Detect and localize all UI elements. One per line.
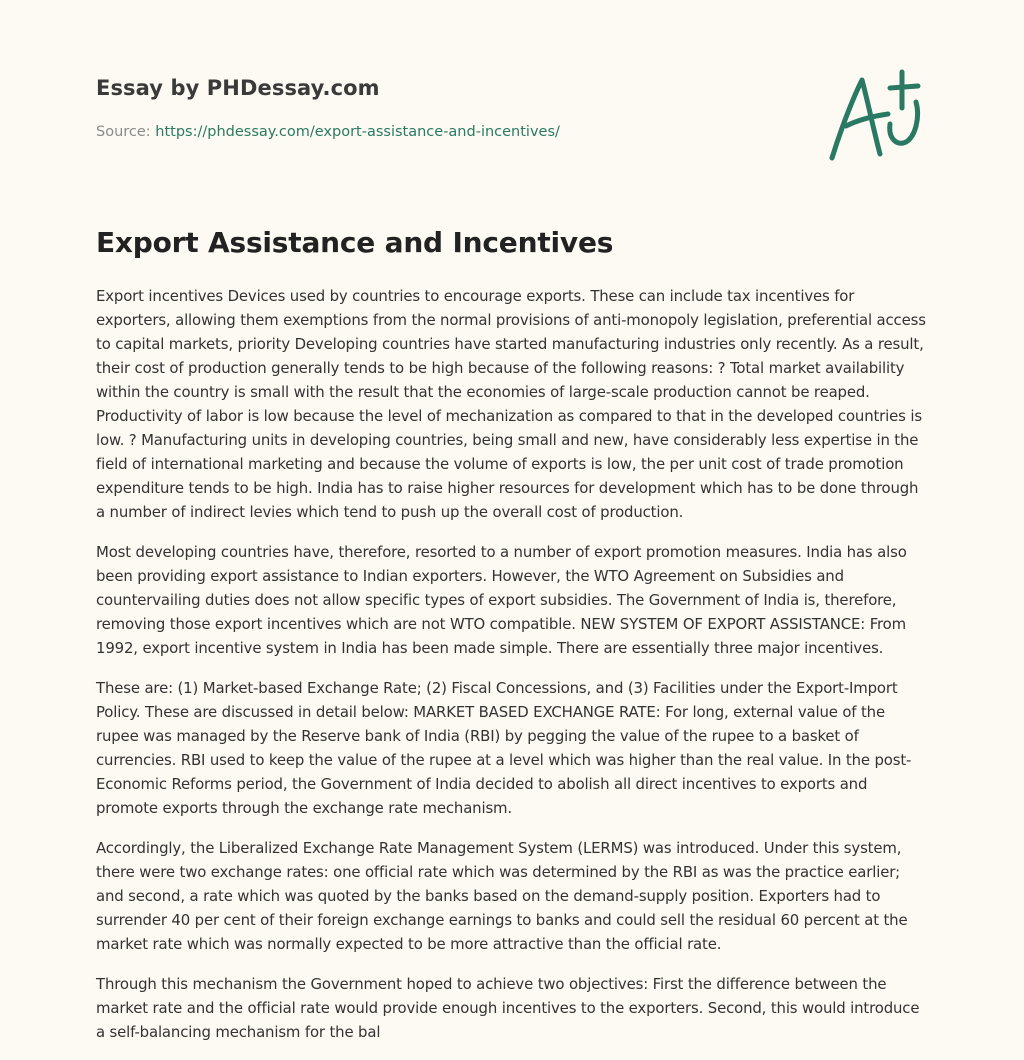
essay-paragraph: Accordingly, the Liberalized Exchange Rate Management System (LERMS) was introduced. Under this system, there were two exchange rates: one official rate which was determined by the RBI as was the practice earlier; and second, a rate which was quoted by the banks based on the demand-supply position. Exporters had to surrender 40 per cent of their foreign exchange earnings to banks and could sell the residual 60 percent at the market rate which was normally expected to be more attractive than the official rate.	[96, 839, 908, 953]
essay-paragraph: Export incentives Devices used by countries to encourage exports. These can include tax incentives for exporters, allowing them exemptions from the normal provisions of anti-monopoly legislation, preferential access to capital markets, priority Developing countries have started manufacturing industries only recently. As a result, their cost of production generally tends to be high because of the following reasons: ? Total market availability within the country is small with the result that the economies of large-scale production cannot be reaped. Productivity of labor is low because the level of mechanization as compared to that in the developed countries is low. ? Manufacturing units in developing countries, being small and new, have considerably less expertise in the field of international marketing and because the volume of exports is low, the per unit cost of trade promotion expenditure tends to be high. India has to raise higher resources for development which has to be done through a number of indirect levies which tend to push up the overall cost of production.	[96, 287, 926, 521]
source-label: Source:	[96, 124, 156, 140]
site-title: Essay by PHDessay.com	[96, 76, 380, 100]
essay-paragraph: Most developing countries have, therefore, resorted to a number of export promotion measures. India has also been providing export assistance to Indian exporters. However, the WTO Agreement on Subsidies and countervailing duties does not allow specific types of export subsidies. The Government of India is, therefore, removing those export incentives which are not WTO compatible. NEW SYSTEM OF EXPORT ASSISTANCE: From 1992, export incentive system in India has been made simple. There are essentially three major incentives.	[96, 543, 907, 657]
source-link[interactable]: https://phdessay.com/export-assistance-and-incentives/	[155, 124, 560, 140]
a-plus-logo-icon	[826, 66, 930, 166]
logo-a-crossbar	[846, 114, 888, 126]
essay-body	[96, 284, 928, 1060]
essay-paragraph: These are: (1) Market-based Exchange Rate; (2) Fiscal Concessions, and (3) Facilities under the Export-Import Policy. These are discussed in detail below: MARKET BASED EXCHANGE RATE: For long, external value of the rupee was managed by the Reserve bank of India (RBI) by pegging the value of the rupee to a basket of currencies. RBI used to keep the value of the rupee at a level which was higher than the real value. In the post-Economic Reforms period, the Government of India decided to abolish all direct incentives to exports and promote exports through the exchange rate mechanism.	[96, 679, 912, 817]
logo-plus-horizontal	[890, 86, 918, 88]
essay-title: Export Assistance and Incentives	[96, 226, 614, 259]
source-line	[96, 124, 560, 140]
essay-paragraph: Through this mechanism the Government hoped to achieve two objectives: First the difference between the market rate and the official rate would provide enough incentives to the exporters. Second, this would introduce a self-balancing mechanism for the bal	[96, 975, 920, 1041]
